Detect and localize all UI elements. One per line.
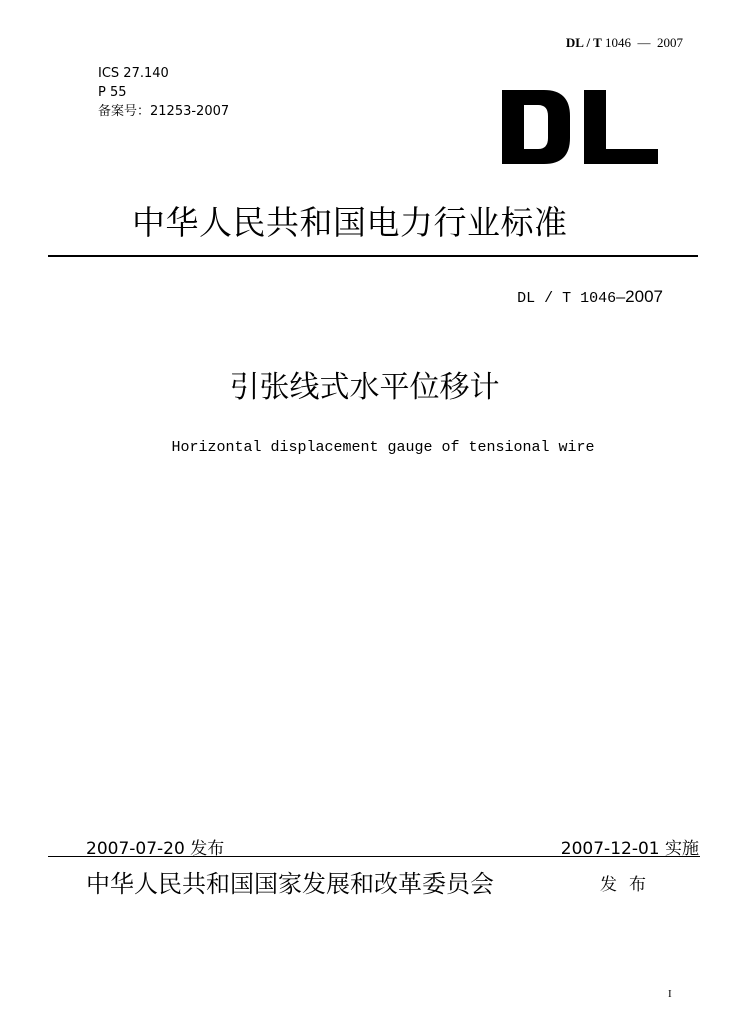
header-code-year: 2007 [657, 35, 683, 50]
document-title-cn: 引张线式水平位移计 [229, 370, 500, 405]
header-code-prefix: DL / T [565, 35, 602, 50]
standard-type-title: 中华人民共和国电力行业标准 [132, 203, 568, 242]
header-code-dash: — [637, 35, 651, 50]
document-code-dash: — [616, 290, 626, 307]
logo-letter-l [584, 90, 658, 164]
document-code-year: 2007 [625, 287, 663, 306]
footer-divider [48, 856, 700, 857]
header-divider [48, 255, 698, 257]
document-code-prefix: DL / T 1046 [517, 290, 617, 307]
header-code-number: 1046 [605, 35, 631, 50]
header-standard-code [566, 35, 683, 51]
category-code: P 55 [98, 85, 127, 100]
ics-code: ICS 27.140 [98, 66, 169, 81]
logo-letter-d [502, 90, 570, 164]
issuing-authority: 中华人民共和国国家发展和改革委员会 [86, 870, 494, 898]
filing-number: 备案号：21253-2007 [98, 104, 230, 119]
implementation-date: 2007-12-01 实施 [560, 839, 699, 859]
document-title-en: Horizontal displacement gauge of tensional wire [171, 439, 595, 456]
classification-block [98, 64, 229, 121]
page-number: I [668, 988, 672, 1000]
dl-logo [502, 90, 658, 164]
issue-label: 发布 [600, 875, 658, 895]
publish-date: 2007-07-20 发布 [86, 839, 225, 859]
document-code [517, 287, 663, 307]
